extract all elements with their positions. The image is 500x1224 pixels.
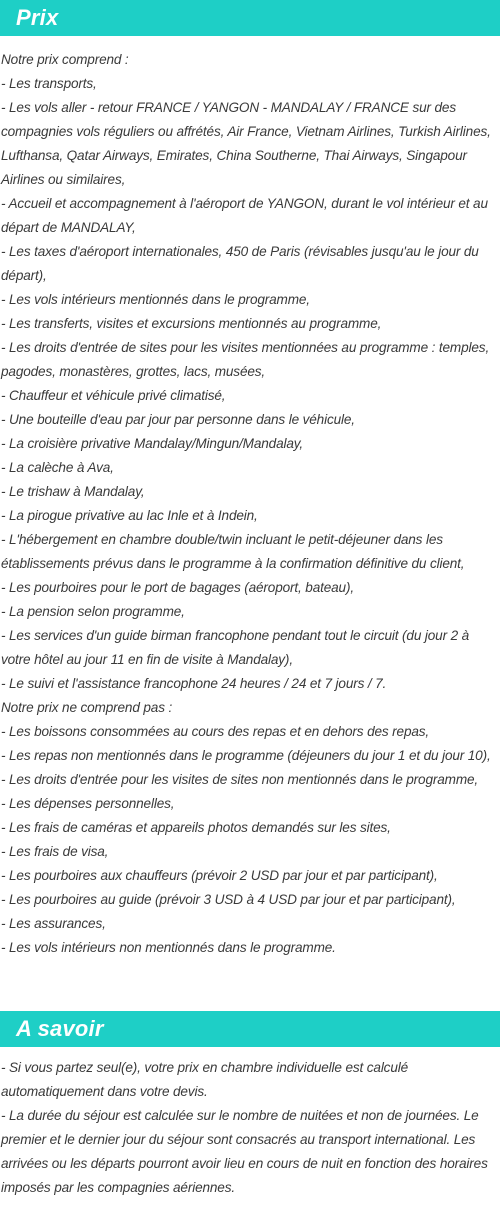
list-item: - Les transports, bbox=[1, 76, 97, 91]
list-item: - Les services d'un guide birman francophone pendant tout le circuit (du jour 2 à votre hôtel au jour 11 en fin de visite à Mandalay), bbox=[1, 628, 470, 667]
list-item: - Les vols intérieurs non mentionnés dans le programme. bbox=[1, 940, 336, 955]
list-item: - Le trishaw à Mandalay, bbox=[1, 484, 145, 499]
list-item: Notre prix ne comprend pas : bbox=[1, 700, 173, 715]
list-item: - Les pourboires au guide (prévoir 3 USD à 4 USD par jour et par participant), bbox=[1, 892, 456, 907]
prix-header bbox=[0, 0, 500, 36]
savoir-section bbox=[0, 1011, 500, 1200]
list-item: - La croisière privative Mandalay/Mingun/Mandalay, bbox=[1, 436, 304, 451]
prix-title: Prix bbox=[16, 5, 59, 30]
savoir-list bbox=[0, 1047, 500, 1200]
list-item: - Les vols intérieurs mentionnés dans le programme, bbox=[1, 292, 310, 307]
list-item: - La pension selon programme, bbox=[1, 604, 185, 619]
list-item: - La durée du séjour est calculée sur le nombre de nuitées et non de journées. Le premier et le dernier jour du séjour sont consacrés au transport international. Les arrivées ou les départs pourront avoir lieu en cours de nuit en fonction des horaires imposés par les compagnies aériennes. bbox=[1, 1108, 488, 1195]
list-item: - L'hébergement en chambre double/twin incluant le petit-déjeuner dans les établissements prévus dans le programme à la confirmation définitive du client, bbox=[1, 532, 465, 571]
list-item: - Les dépenses personnelles, bbox=[1, 796, 175, 811]
list-item: - La calèche à Ava, bbox=[1, 460, 114, 475]
savoir-header bbox=[0, 1011, 500, 1047]
list-item: - Les frais de caméras et appareils photos demandés sur les sites, bbox=[1, 820, 391, 835]
list-item: - Les droits d'entrée de sites pour les visites mentionnées au programme : temples, pagodes, monastères, grottes, lacs, musées, bbox=[1, 340, 490, 379]
list-item: - Les transferts, visites et excursions mentionnés au programme, bbox=[1, 316, 382, 331]
list-item: - Une bouteille d'eau par jour par personne dans le véhicule, bbox=[1, 412, 355, 427]
list-item: - Les repas non mentionnés dans le programme (déjeuners du jour 1 et du jour 10), bbox=[1, 748, 491, 763]
list-item: - Les pourboires pour le port de bagages (aéroport, bateau), bbox=[1, 580, 354, 595]
list-item: - Les frais de visa, bbox=[1, 844, 109, 859]
list-item: - Chauffeur et véhicule privé climatisé, bbox=[1, 388, 226, 403]
savoir-title: A savoir bbox=[16, 1016, 104, 1041]
list-item: - Le suivi et l'assistance francophone 24 heures / 24 et 7 jours / 7. bbox=[1, 676, 387, 691]
list-item: - Les boissons consommées au cours des repas et en dehors des repas, bbox=[1, 724, 430, 739]
list-item: - La pirogue privative au lac Inle et à Indein, bbox=[1, 508, 258, 523]
prix-list bbox=[0, 36, 500, 960]
list-item: - Les pourboires aux chauffeurs (prévoir 2 USD par jour et par participant), bbox=[1, 868, 438, 883]
list-item: - Si vous partez seul(e), votre prix en chambre individuelle est calculé automatiquement dans votre devis. bbox=[1, 1060, 409, 1099]
list-item: - Accueil et accompagnement à l'aéroport de YANGON, durant le vol intérieur et au départ de MANDALAY, bbox=[1, 196, 488, 235]
list-item: - Les assurances, bbox=[1, 916, 106, 931]
list-item: Notre prix comprend : bbox=[1, 52, 129, 67]
list-item: - Les vols aller - retour FRANCE / YANGON - MANDALAY / FRANCE sur des compagnies vols réguliers ou affrétés, Air France, Vietnam Airlines, Turkish Airlines, Lufthansa, Qatar Airways, Emirates, China Southerne, Thai Airways, Singapour Airlines ou similaires, bbox=[1, 100, 491, 187]
list-item: - Les taxes d'aéroport internationales, 450 de Paris (révisables jusqu'au le jour du départ), bbox=[1, 244, 479, 283]
list-item: - Les droits d'entrée pour les visites de sites non mentionnés dans le programme, bbox=[1, 772, 479, 787]
